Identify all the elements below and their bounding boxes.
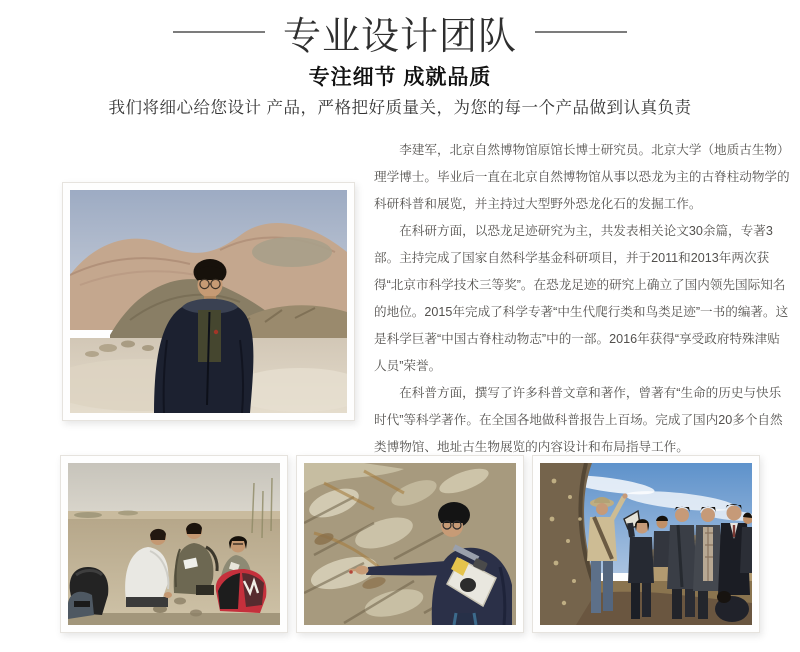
section-subtitle: 专注细节 成就品质	[308, 66, 492, 89]
field-photo-1-illustration	[68, 463, 280, 625]
field-photo-1	[60, 455, 288, 633]
page-title: 专业设计团队	[282, 15, 517, 58]
field-photo-3-illustration	[540, 463, 752, 625]
portrait-photo-illustration	[70, 190, 347, 413]
bio-paragraph-1: 李建军，北京自然博物馆原馆长博士研究员。北京大学（地质古生物）理学博士。毕业后一直在北京自然博物馆从事以恐龙为主的古脊柱动物学的科研科普和展览，并主持过大型野外恐龙化石的发掘工作。	[374, 143, 790, 211]
field-photo-2	[296, 455, 524, 633]
section-description: 我们将细心给您设计 产品，严格把好质量关，为您的每一个产品做到认真负责	[108, 99, 692, 117]
portrait-photo	[62, 182, 355, 421]
biography	[374, 137, 792, 461]
field-photo-3	[532, 455, 760, 633]
title-divider-left	[173, 31, 265, 33]
bio-paragraph-3: 在科普方面，撰写了许多科普文章和著作，曾著有“生命的历史与快乐时代”等科学著作。在全国各地做科普报告上百场。完成了国内20多个自然类博物馆、地址古生物展览的内容设计和布局指导工作。	[374, 386, 783, 454]
field1-red-backpack	[216, 569, 267, 613]
title-divider-right	[535, 31, 627, 33]
bio-paragraph-2: 在科研方面，以恐龙足迹研究为主，共发表相关论文30余篇，专著3部。主持完成了国家自然科学基金科研项目，并于2011和2013年两次获得“北京市科学技术三等奖”。在恐龙足迹的研究上确立了国内领先国际知名的地位。2015年完成了科学专著“中生代爬行类和鸟类足迹”一书的编著。这是科学巨著“中国古脊柱动物志”中的一部。2016年获得“享受政府特殊津贴人员”荣誉。	[374, 224, 789, 373]
section-header	[0, 8, 800, 56]
field-photo-2-illustration	[304, 463, 516, 625]
